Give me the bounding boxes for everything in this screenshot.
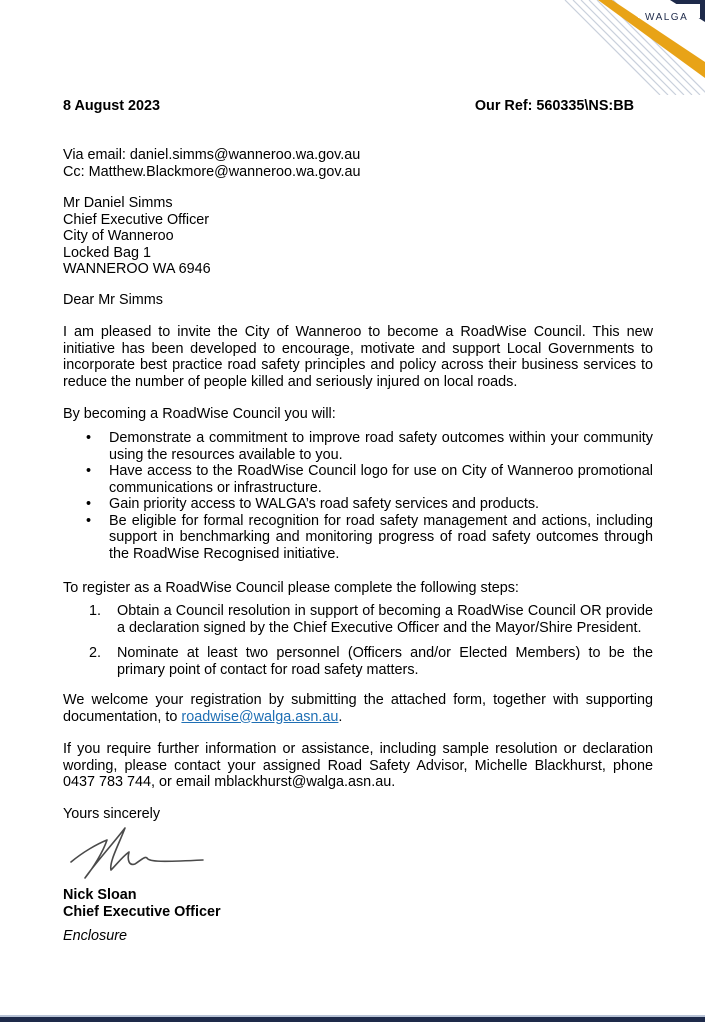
step-text: Obtain a Council resolution in support of becoming a RoadWise Council OR provide a declaration signed by the Chief Executive Officer and the Mayor/Shire President.: [117, 603, 653, 636]
roadwise-email-link[interactable]: roadwise@walga.asn.au: [181, 708, 339, 725]
intro-paragraph: I am pleased to invite the City of Wanneroo to become a RoadWise Council. This new initiative has been developed to encourage, motivate and support Local Governments to incorporate best practice road safety principles and policy across their business services to reduce the number of people killed and seriously injured on local roads.: [63, 324, 653, 390]
walga-logo-text: WALGA: [645, 12, 689, 23]
list-item: [63, 645, 653, 678]
bullet-icon: •: [86, 430, 92, 446]
footer-rule: [0, 1017, 705, 1022]
our-reference: Our Ref: 560335\NS:BB: [474, 98, 634, 114]
list-item: [63, 463, 653, 496]
list-item-text: Have access to the RoadWise Council logo for use on City of Wanneroo promotional communications or infrastructure.: [109, 463, 653, 496]
list-item: [63, 603, 653, 636]
via-email: Via email: daniel.simms@wanneroo.wa.gov.au: [63, 147, 361, 163]
step-text: Nominate at least two personnel (Officers and/or Elected Members) to be the primary point of contact for road safety matters.: [117, 645, 653, 678]
list-item: [63, 513, 653, 563]
step-number: 2.: [89, 645, 102, 661]
benefits-intro: By becoming a RoadWise Council you will:: [63, 406, 336, 422]
address-line: WANNEROO WA 6946: [63, 261, 211, 277]
list-item-text: Gain priority access to WALGA’s road safety services and products.: [109, 496, 540, 512]
further-info-paragraph: If you require further information or assistance, including sample resolution or declaration wording, please contact your assigned Road Safety Advisor, Michelle Blackhurst, phone 0437 783 744, or email mblackhurst@walga.asn.au.: [63, 741, 653, 790]
address-line: Mr Daniel Simms: [63, 195, 173, 211]
address-line: City of Wanneroo: [63, 228, 174, 244]
bullet-icon: •: [86, 463, 92, 479]
steps-intro: To register as a RoadWise Council please complete the following steps:: [63, 580, 519, 596]
enclosure-note: Enclosure: [63, 928, 127, 944]
step-number: 1.: [89, 603, 102, 619]
signer-block: [63, 887, 653, 920]
bullet-icon: •: [86, 512, 92, 529]
bullet-icon: •: [86, 496, 92, 512]
list-item-text: Be eligible for formal recognition for road safety management and actions, including support in benchmarking and monitoring progress of road safety outcomes through the RoadWise Recognised initiative.: [109, 512, 653, 562]
email-contacts: [63, 147, 653, 180]
registration-text: We welcome your registration by submitting the attached form, together with supporting documentation, to: [63, 692, 653, 725]
signer-title: Chief Executive Officer: [63, 903, 221, 920]
salutation: Dear Mr Simms: [63, 292, 163, 308]
registration-paragraph: [63, 692, 653, 725]
registration-end: .: [338, 708, 343, 725]
letter-date: 8 August 2023: [63, 98, 161, 114]
recipient-address: [63, 195, 653, 278]
benefits-list: [63, 430, 653, 562]
handwritten-signature: [63, 822, 215, 884]
list-item: [63, 496, 653, 513]
closing: Yours sincerely: [63, 806, 161, 822]
list-item-text: Demonstrate a commitment to improve road safety outcomes within your community using the resources available to you.: [109, 430, 653, 463]
signer-name: Nick Sloan: [63, 887, 137, 903]
cc-email: Cc: Matthew.Blackmore@wanneroo.wa.gov.au: [63, 163, 361, 180]
list-item: [63, 430, 653, 463]
steps-list: [63, 603, 653, 687]
address-line: Locked Bag 1: [63, 244, 152, 261]
address-line: Chief Executive Officer: [63, 211, 210, 228]
